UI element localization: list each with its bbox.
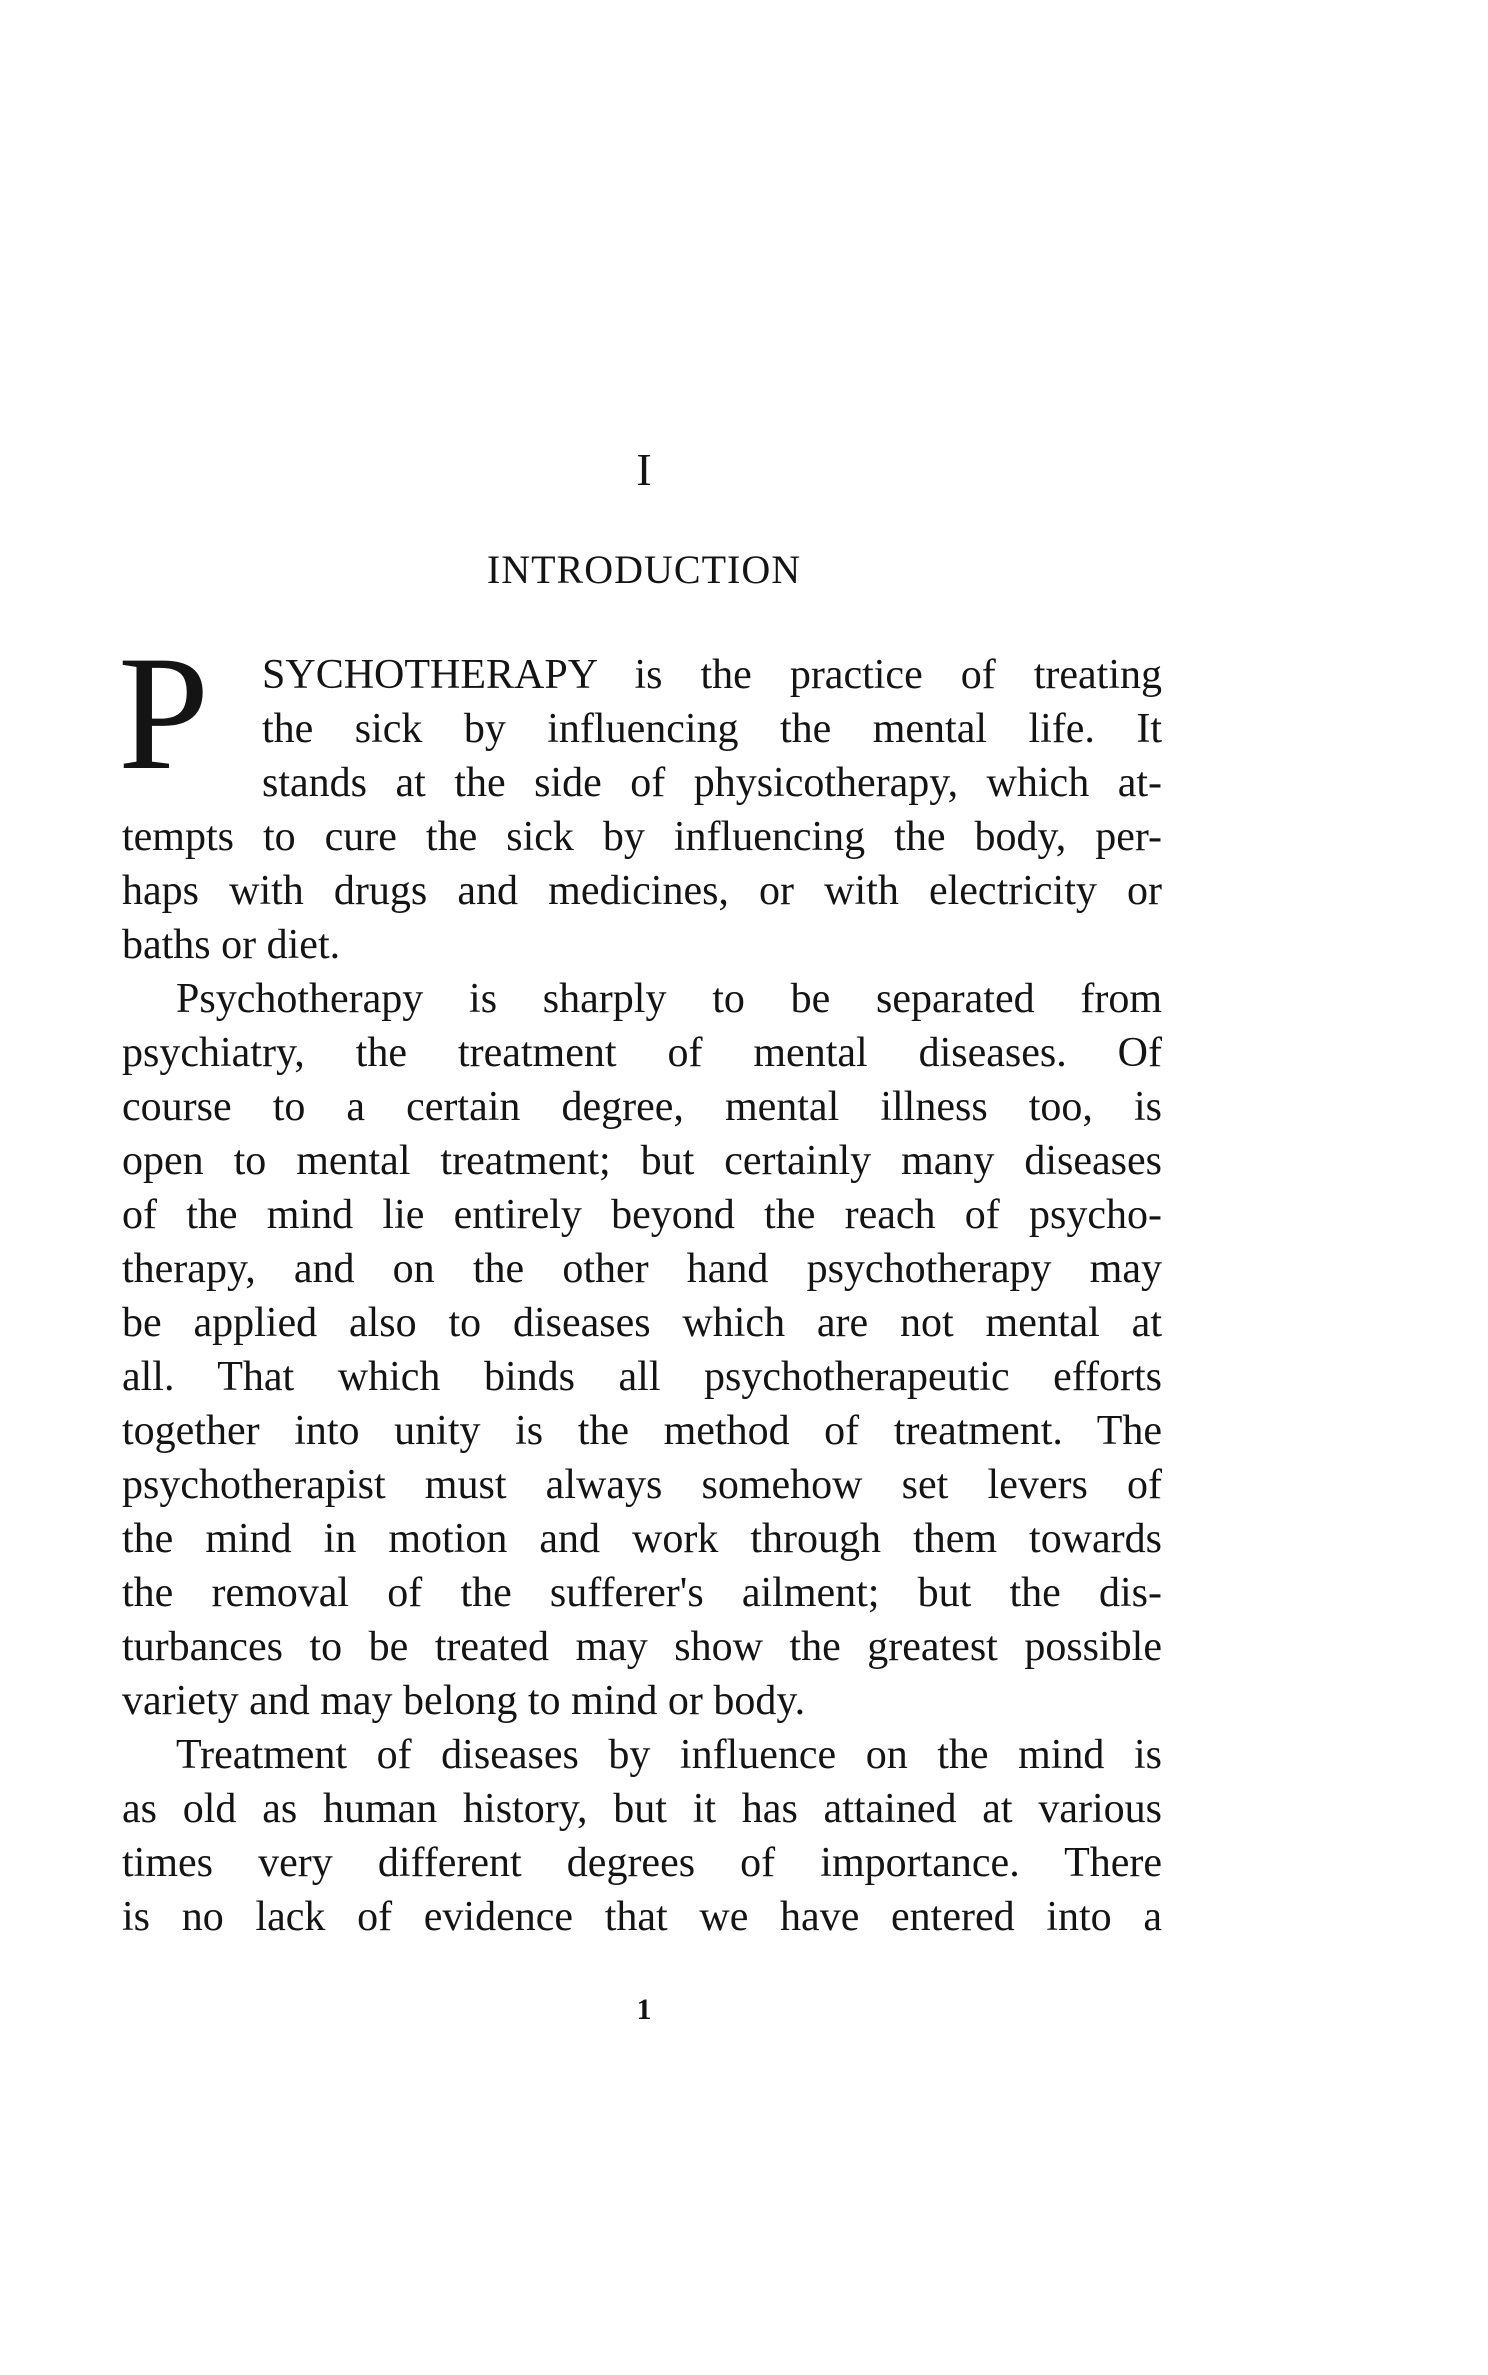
page-number: 1	[636, 1993, 652, 2026]
text-line: SYCHOTHERAPY is the practice of treating	[262, 652, 1162, 698]
text-line: psychiatry, the treatment of mental diseases. Of	[122, 1030, 1162, 1076]
chapter-number: I	[636, 444, 652, 495]
text-line: stands at the side of physicotherapy, which at-	[262, 760, 1162, 806]
text-line: the sick by influencing the mental life. It	[262, 706, 1162, 752]
text-line: psychotherapist must always somehow set levers of	[122, 1462, 1162, 1508]
text-line: the mind in motion and work through them towards	[122, 1516, 1162, 1562]
text-line: turbances to be treated may show the greatest possible	[122, 1624, 1162, 1670]
text-line: haps with drugs and medicines, or with electricity or	[122, 868, 1162, 914]
text-line: Treatment of diseases by influence on the mind is	[176, 1732, 1162, 1778]
text-line: together into unity is the method of treatment. The	[122, 1408, 1162, 1454]
chapter-title: INTRODUCTION	[486, 547, 802, 592]
text-line: tempts to cure the sick by influencing the body, per-	[122, 814, 1162, 860]
text-line: baths or diet.	[122, 922, 341, 968]
text-line: is no lack of evidence that we have entered into a	[122, 1894, 1162, 1940]
text-line: of the mind lie entirely beyond the reach of psycho-	[122, 1192, 1162, 1238]
drop-cap: P	[118, 623, 210, 804]
text-line: therapy, and on the other hand psychotherapy may	[122, 1246, 1162, 1292]
text-line: open to mental treatment; but certainly many diseases	[122, 1138, 1162, 1184]
text-line: all. That which binds all psychotherapeutic efforts	[122, 1354, 1162, 1400]
text-line: be applied also to diseases which are not mental at	[122, 1300, 1162, 1346]
text-line: times very different degrees of importance. There	[122, 1840, 1162, 1886]
text-line: as old as human history, but it has attained at various	[122, 1786, 1162, 1832]
text-line: course to a certain degree, mental illness too, is	[122, 1084, 1162, 1130]
text-line: Psychotherapy is sharply to be separated from	[176, 976, 1162, 1022]
text-line: the removal of the sufferer's ailment; but the dis-	[122, 1570, 1162, 1616]
text-line: variety and may belong to mind or body.	[122, 1678, 806, 1724]
